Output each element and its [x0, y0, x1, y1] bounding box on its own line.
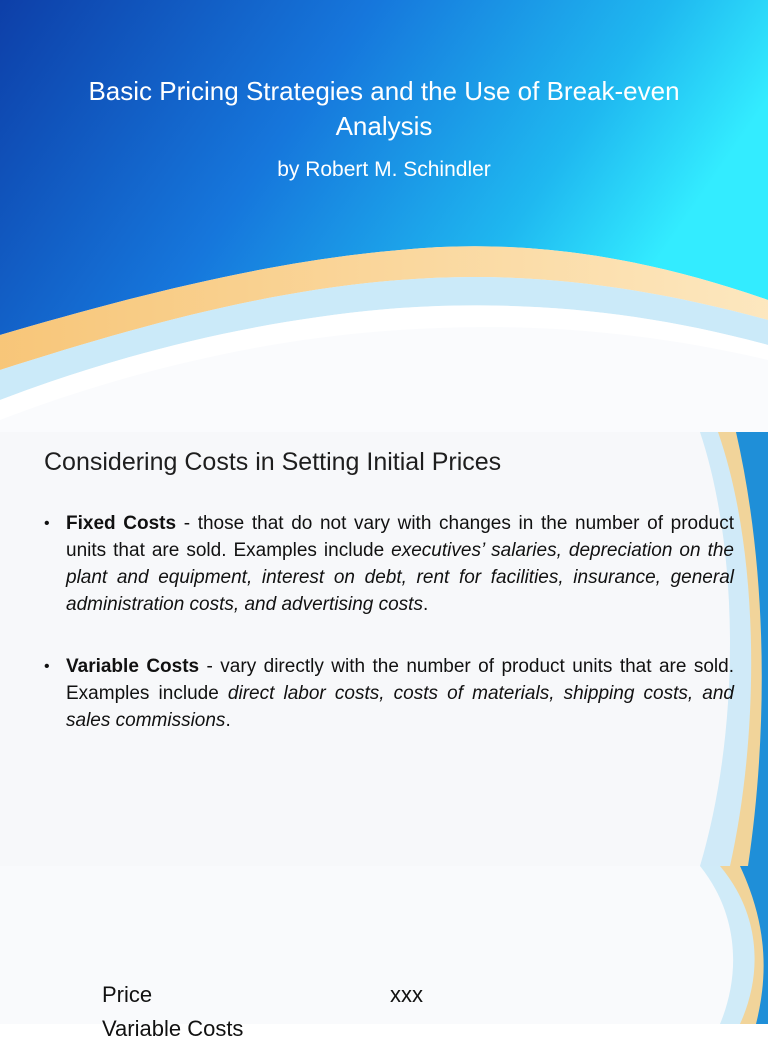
term-label: Variable Costs — [66, 656, 200, 677]
term-label: Fixed Costs — [66, 513, 177, 534]
costs-slide — [0, 432, 768, 866]
row-label: Variable Costs — [102, 1016, 244, 1041]
title-block — [0, 74, 768, 182]
term-end: . — [422, 594, 429, 615]
term-end: . — [225, 710, 231, 731]
term-examples: executives’ salaries, depreciation on the plant and equipment, interest on debt, rent for facilities, insurance, general administration costs, and advertising costs — [66, 540, 734, 615]
slide-title: Basic Pricing Strategies and the Use of Break-even Analysis — [88, 76, 680, 141]
list-item-variable-costs — [44, 653, 734, 734]
bullet-icon: • — [44, 658, 50, 675]
break-even-slide — [0, 866, 768, 1041]
slide-subtitle: by Robert M. Schindler — [277, 158, 491, 181]
row-label: Price — [102, 982, 153, 1007]
term-examples: direct labor costs, costs of materials, shipping costs, and sales commissions — [66, 683, 734, 731]
term-description: - vary directly with the number of product units that are sold. Examples include — [66, 656, 734, 704]
row-value: xxx — [390, 982, 423, 1007]
title-slide — [0, 0, 768, 432]
list-item-fixed-costs — [44, 510, 734, 618]
term-description: - those that do not vary with changes in the number of product units that are sold. Examples include — [66, 513, 734, 561]
bullet-icon: • — [44, 515, 50, 532]
blue-wave-background — [0, 0, 768, 432]
cost-bullet-list — [44, 510, 734, 769]
slide-heading: Considering Costs in Setting Initial Prices — [44, 448, 502, 476]
